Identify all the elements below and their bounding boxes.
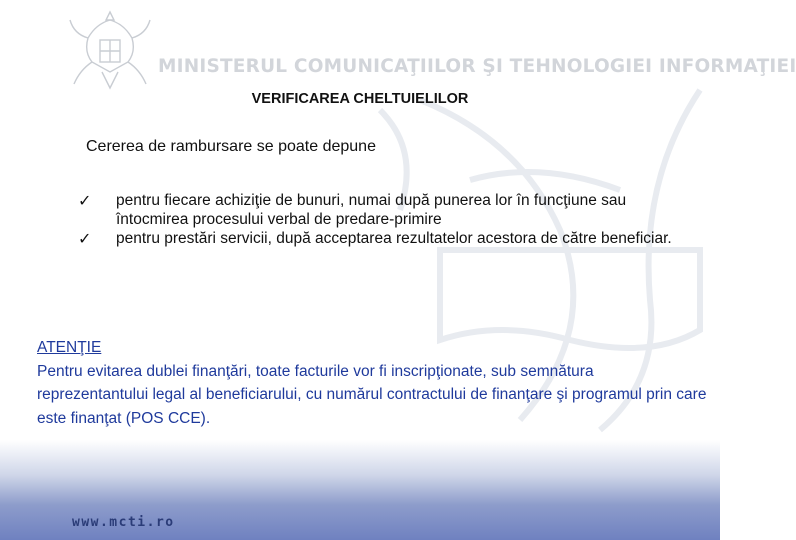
intro-text: Cererea de rambursare se poate depune [86,138,376,155]
attention-heading: ATENŢIE [37,339,102,356]
list-item-text: pentru prestări servicii, după acceptarea rezultatelor acestora de către beneficiar. [116,230,672,247]
list-item [78,191,698,229]
footer-url: www.mcti.ro [72,515,175,530]
attention-note [37,336,707,430]
list-item-text: pentru fiecare achiziţie de bunuri, numai după punerea lor în funcţiune sau întocmirea procesului verbal de predare-primire [116,192,627,228]
romanian-coat-of-arms-icon [66,8,154,92]
page-title: VERIFICAREA CHELTUIELILOR [251,91,469,107]
checkmark-icon: ✓ [78,191,92,210]
conditions-list [78,191,698,248]
ministry-name: MINISTERUL COMUNICAŢIILOR ŞI TEHNOLOGIEI INFORMAŢIEI [158,56,796,77]
checkmark-icon: ✓ [78,229,92,248]
attention-text: Pentru evitarea dublei finanţări, toate facturile vor fi inscripţionate, sub semnătura reprezentantului legal al beneficiarului, cu numărul contractului de finanţare şi programul prin care este finanţat (POS CCE). [37,362,707,427]
list-item [78,229,698,248]
